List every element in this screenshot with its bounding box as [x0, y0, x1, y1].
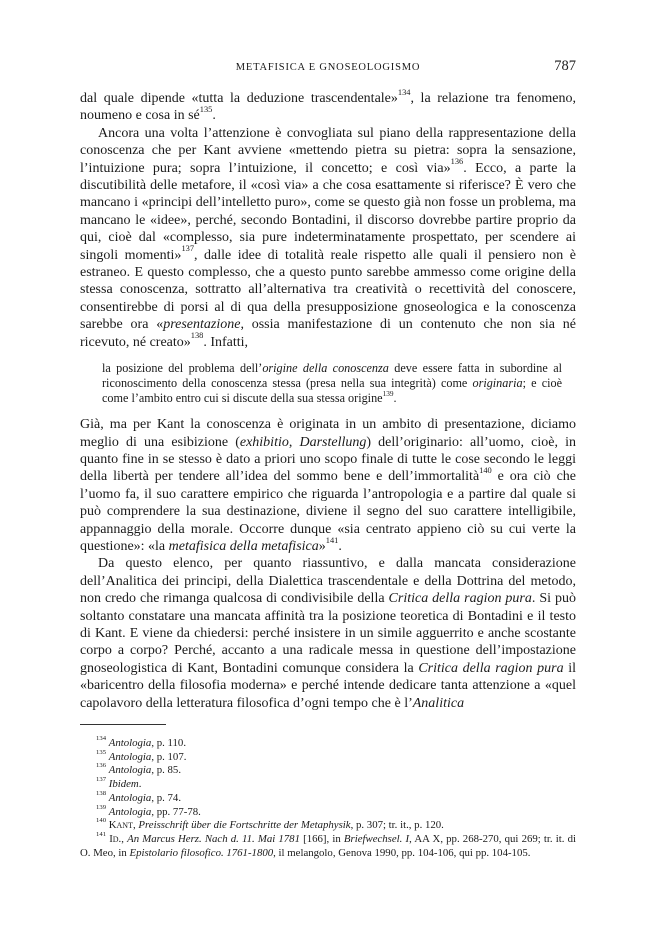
footnote: $^{140}$ Kant, Preisschrift über die Fortschritte der Metaphysik, p. 307; tr. it., p. 120. [96, 817, 444, 832]
footnote-ref: 138 [190, 331, 204, 341]
running-head: METAFISICA E GNOSEOLOGISMO [235, 62, 421, 73]
footnote: $^{135}$ Antologia, p. 107. [96, 748, 187, 763]
footnotes [80, 737, 576, 860]
page-number: 787 [554, 58, 576, 74]
paragraph-3: Già, ma per Kant la conoscenza è originata in un ambito di presentazione, diciamo meglio di una esibizione (exhibitio, Darstellung) dell’originario: all’uomo, cioè, in quanto fine in se stesso è dato a priori uno scopo finale di tutte le cose secondo le leggi della libertà per tendere all’idea del sommo bene e dell’immortalità$^{140}$ e ora ciò che l’uomo fa, il suo carattere empirico che riguarda l’antropologia e a partire dal quale si può comprendere la sua destinazione, diviene il segno del suo carattere intelligibile, appannaggio della morale. Occorre dunque «sia centrato appieno ciò su cui verte la questione»: «la metafisica della metafisica»$^{141}$. [80, 417, 577, 554]
block-quote: la posizione del problema dell’origine della conoscenza deve essere fatta in subordine al riconoscimento della conoscenza stessa (presa nella sua integrità) come originaria; e cioè come l’ambito entro cui si discute della sua stessa origine$^{139}$. [102, 361, 562, 406]
footnote-ref: 139 [382, 388, 394, 398]
footnote-ref: 134 [397, 87, 411, 97]
footnote-ref: 141 [325, 535, 339, 545]
footnote: $^{137}$ Ibidem. [96, 776, 142, 791]
footnote: $^{138}$ Antologia, p. 74. [96, 789, 182, 804]
footnote: $^{139}$ Antologia, pp. 77-78. [96, 803, 201, 818]
footnote: $^{141}$ Id., An Marcus Herz. Nach d. 11. Mai 1781 [166], in Briefwechsel. I, AA X, pp. 268-270, qui 269; tr. it. di O. Meo, in Epistolario filosofico. 1761-1800, il melangolo, Genova 1990, pp. 104-106, qui pp. 104-105. [80, 831, 576, 859]
footnote: $^{134}$ Antologia, p. 110. [96, 735, 187, 749]
footnote-ref: 136 [450, 157, 464, 167]
footnote-ref: 140 [479, 465, 492, 475]
page-header [80, 58, 576, 78]
paragraph-2: Ancora una volta l’attenzione è convogliata sul piano della rappresentazione della conoscenza che per Kant avviene «mettendo pietra su pietra: sopra la sensazione, l’intuizione pura; sopra l’intuizione, il concetto; e così via»$^{136}$. Ecco, a parte la discutibilità delle metafore, il «così via» a che cosa esattamente si riferisce? È vero che mancano i «principi dell’intelletto puro», come se questo già non fosse un problema, ma mancano le «idee», perché, secondo Bontadini, il discorso dovrebbe partire proprio da qui, cioè dal «complesso, sia pure indeterminatamente prospettato, per scendere ai singoli momenti»$^{137}$, dalle idee di totalità reale rispetto alle quali il pensiero non è estraneo. E questo complesso, che a questo punto sarebbe ammesso come origine della stessa conoscenza, sottratto all’alternativa tra creatività o recettività del conoscere, consentirebbe di porsi al di qua della presupposizione gnoseologica e la conoscenza sarebbe ora «presentazione, ossia manifestazione di un contenuto che non sia né ricevuto, né creato»$^{138}$. Infatti, [80, 125, 577, 350]
paragraph-4: Da questo elenco, per quanto riassuntivo, e dalla mancata considerazione dell’Analitica dei principi, della Dialettica trascendentale e della Dottrina del metodo, non credo che rimanga qualcosa di condivisibile della Critica della ragion pura. Si può soltanto constatare una mancata affinità tra la posizione teoretica di Bontadini e il testo di Kant. E viene da chiedersi: perché insistere in un simile agguerrito e anche scostante corpo a corpo? Perché, accanto a una radicale messa in questione dell’impostazione gnoseologistica di Kant, Bontadini comunque considera la Critica della ragion pura il «baricentro della filosofia moderna» e perché intende dedicare tanta attenzione a «quel capolavoro della letteratura filosofica d’ogni tempo che è l’Analitica [80, 556, 577, 711]
paragraph-1: dal quale dipende «tutta la deduzione trascendentale»$^{134}$, la relazione tra fenomeno, noumeno e cosa in $sé^{135}$. [80, 87, 576, 124]
footnote-separator [80, 724, 166, 725]
footnote: $^{136}$ Antologia, p. 85. [96, 762, 182, 777]
footnote-ref: 135 [199, 105, 213, 115]
footnote-ref: 137 [181, 244, 194, 254]
main-text [80, 87, 577, 712]
